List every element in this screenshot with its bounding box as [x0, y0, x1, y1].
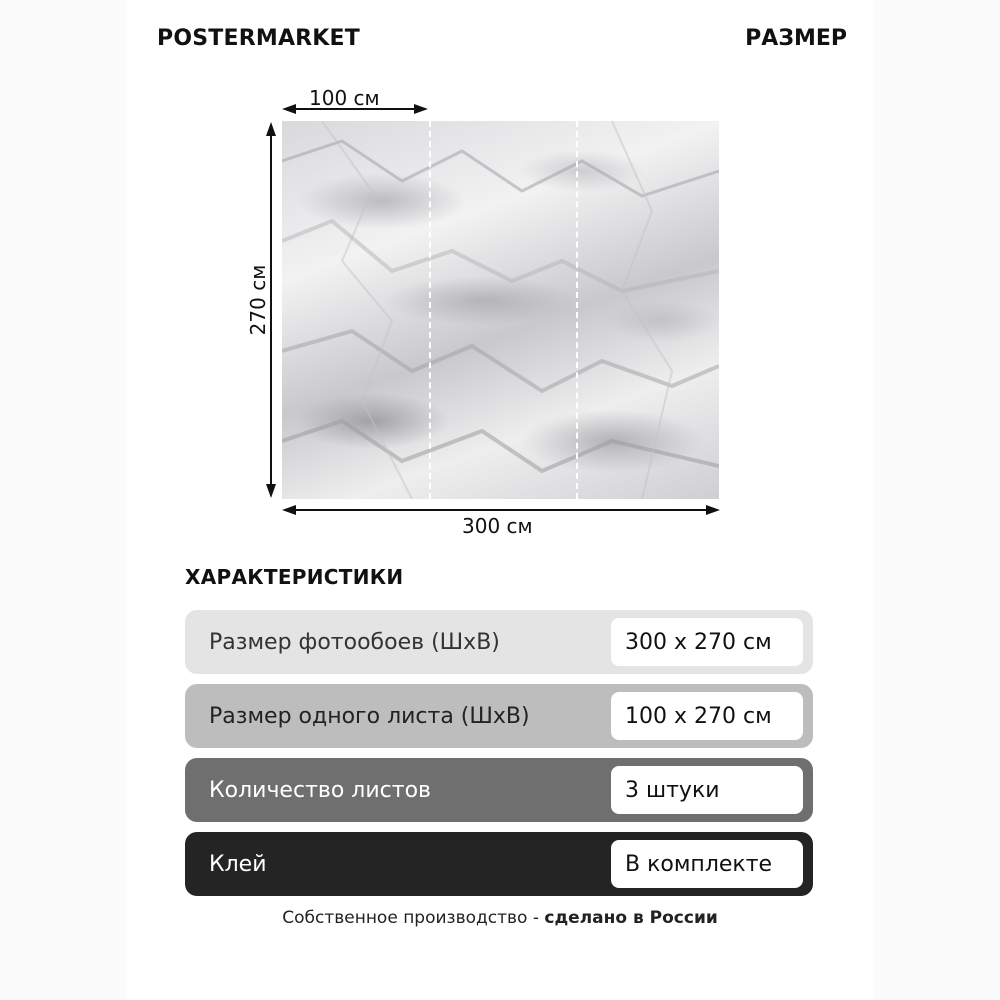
total-width-label: 300 см: [462, 514, 533, 538]
wallpaper-preview-image: [282, 121, 719, 499]
spec-row-sheet-count: [185, 758, 813, 822]
spec-row-sheet-size: [185, 684, 813, 748]
spec-row-wallpaper-size: [185, 610, 813, 674]
footer-prefix: Собственное производство -: [282, 908, 545, 928]
section-heading-size: РАЗМЕР: [745, 26, 847, 51]
panel-seam-line: [429, 121, 431, 499]
spec-label: Размер одного листа (ШхВ): [209, 703, 530, 729]
sheet-width-label: 100 см: [309, 86, 380, 110]
specs-title: ХАРАКТЕРИСТИКИ: [185, 565, 404, 589]
spec-row-glue: [185, 832, 813, 896]
footer-emphasis: сделано в России: [544, 908, 718, 928]
footer-note: [0, 908, 1000, 928]
spec-label: Количество листов: [209, 777, 431, 803]
height-label: 270 см: [246, 264, 270, 336]
spec-value: 100 х 270 см: [611, 692, 803, 740]
spec-label: Размер фотообоев (ШхВ): [209, 629, 500, 655]
spec-value: В комплекте: [611, 840, 803, 888]
rock-texture: [282, 121, 719, 499]
spec-value: 3 штуки: [611, 766, 803, 814]
spec-value: 300 х 270 см: [611, 618, 803, 666]
spec-label: Клей: [209, 851, 267, 877]
panel-seam-line: [576, 121, 578, 499]
brand-logo-text: POSTERMARKET: [157, 26, 360, 51]
